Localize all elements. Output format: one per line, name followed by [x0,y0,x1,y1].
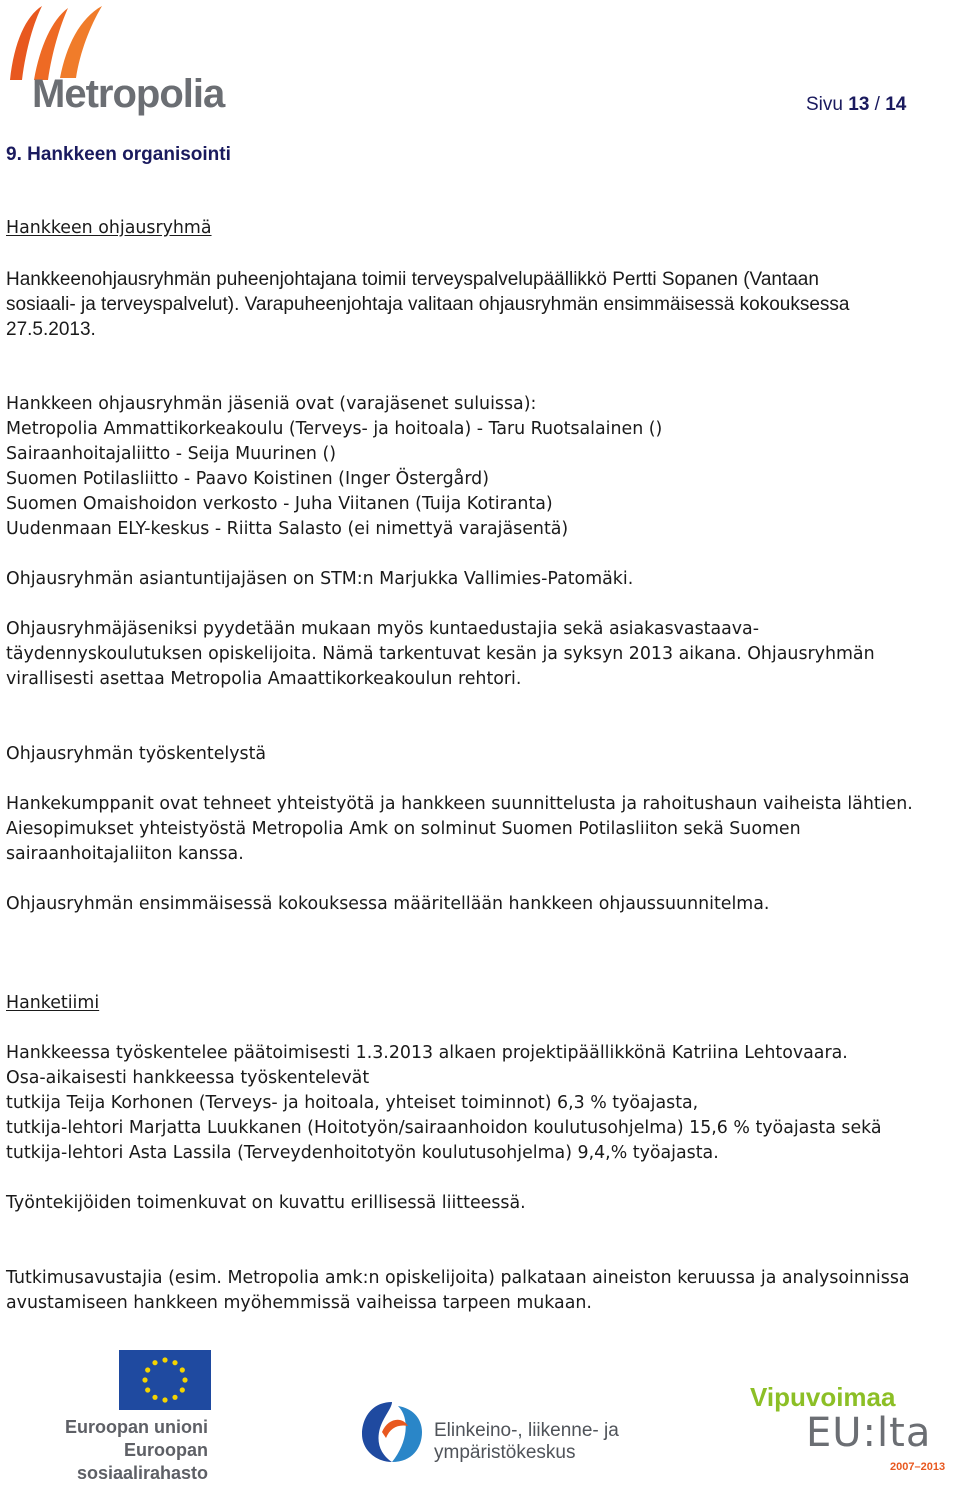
assistant-line: Tutkimusavustajia (esim. Metropolia amk:n opiskelijoita) palkataan aineiston keruussa ja analysoinnissa [6,1268,910,1288]
vipuvoimaa-eu: EU:lta [806,1410,932,1456]
eu-flag-icon [119,1350,211,1410]
team-line: tutkija Teija Korhonen (Terveys- ja hoitoala, yhteiset toiminnot) 6,3 % työajasta, [6,1093,699,1113]
metropolia-logo-text: Metropolia [32,72,225,116]
eu-logo [8,1350,218,1483]
ely-line-1: Elinkeino-, liikenne- ja [434,1420,619,1441]
plan-line: Ohjausryhmän ensimmäisessä kokouksessa määritellään hankkeen ohjaussuunnitelma. [6,894,770,914]
additional-members-line: virallisesti asettaa Metropolia Amaattikorkeakoulun rehtori. [6,669,522,689]
additional-members-line: Ohjausryhmäjäseniksi pyydetään mukaan myös kuntaedustajia sekä asiakasvastaava- [6,619,759,639]
eu-logo-text [8,1416,208,1485]
assistant-line: avustamiseen hankkeen myöhemmissä vaiheissa tarpeen mukaan. [6,1293,592,1313]
member-line: Suomen Omaishoidon verkosto - Juha Viitanen (Tuija Kotiranta) [6,494,553,514]
team-line: Hankkeessa työskentelee päätoimisesti 1.3.2013 alkaen projektipäällikkönä Katriina Lehtovaara. [6,1043,848,1063]
eu-line-2: Euroopan sosiaalirahasto [76,1440,208,1483]
roles-line: Työntekijöiden toimenkuvat on kuvattu erillisessä liitteessä. [6,1193,526,1213]
steering-group-title: Hankkeen ohjausryhmä [6,218,212,238]
expert-member-line: Ohjausryhmän asiantuntijajäsen on STM:n Marjukka Vallimies-Patomäki. [6,569,634,589]
vipuvoimaa-title: Vipuvoimaa [750,1382,896,1412]
chair-line-2: sosiaali- ja terveyspalvelut). Varapuheenjohtaja valitaan ohjausryhmän ensimmäisessä kokouksessa [6,294,850,315]
member-line: Sairaanhoitajaliitto - Seija Muurinen () [6,444,337,464]
additional-members-line: täydennyskoulutuksen opiskelijoita. Nämä tarkentuvat kesän ja syksyn 2013 aikana. Ohjausryhmän [6,644,875,664]
page-number [806,94,906,116]
chair-line-3: 27.5.2013. [6,319,96,340]
chair-line-1: Hankkeenohjausryhmän puheenjohtajana toimii terveyspalvelupäällikkö Pertti Sopanen (Vantaan [6,269,819,290]
vipuvoimaa-years: 2007–2013 [890,1461,946,1473]
page-current: 13 [848,94,870,115]
ely-mark-icon [358,1398,426,1466]
metropolia-logo [6,2,225,116]
metropolia-logo-mark-icon [6,2,116,82]
ely-logo [358,1398,628,1468]
team-line: Osa-aikaisesti hankkeessa työskentelevät [6,1068,370,1088]
member-line: Metropolia Ammattikorkeakoulu (Terveys- ja hoitoala) - Taru Ruotsalainen () [6,419,663,439]
team-line: tutkija-lehtori Asta Lassila (Terveydenhoitotyön koulutusohjelma) 9,4,% työajasta. [6,1143,719,1163]
vipuvoimaa-logo [740,1382,954,1476]
member-line: Uudenmaan ELY-keskus - Riitta Salasto (ei nimettyä varajäsentä) [6,519,569,539]
members-intro: Hankkeen ohjausryhmän jäseniä ovat (varajäsenet suluissa): [6,394,537,414]
section-heading: 9. Hankkeen organisointi [6,144,231,165]
eu-line-1: Euroopan unioni [65,1417,208,1437]
team-title: Hanketiimi [6,993,100,1013]
working-line: Hankekumppanit ovat tehneet yhteistyötä ja hankkeen suunnittelusta ja rahoitushaun vaiheista lähtien. [6,794,913,814]
page-total: 14 [885,94,907,115]
member-line: Suomen Potilasliitto - Paavo Koistinen (Inger Östergård) [6,469,489,489]
team-line: tutkija-lehtori Marjatta Luukkanen (Hoitotyön/sairaanhoidon koulutusohjelma) 15,6 % työajasta sekä [6,1118,882,1138]
ely-logo-text [434,1420,619,1464]
ely-line-2: ympäristökeskus [434,1442,576,1463]
page-separator: / [874,94,880,115]
working-line: sairaanhoitajaliiton kanssa. [6,844,244,864]
working-line: Aiesopimukset yhteistyöstä Metropolia Amk on solminut Suomen Potilasliiton sekä Suomen [6,819,801,839]
page-label: Sivu [806,94,843,115]
working-title: Ohjausryhmän työskentelystä [6,744,267,764]
